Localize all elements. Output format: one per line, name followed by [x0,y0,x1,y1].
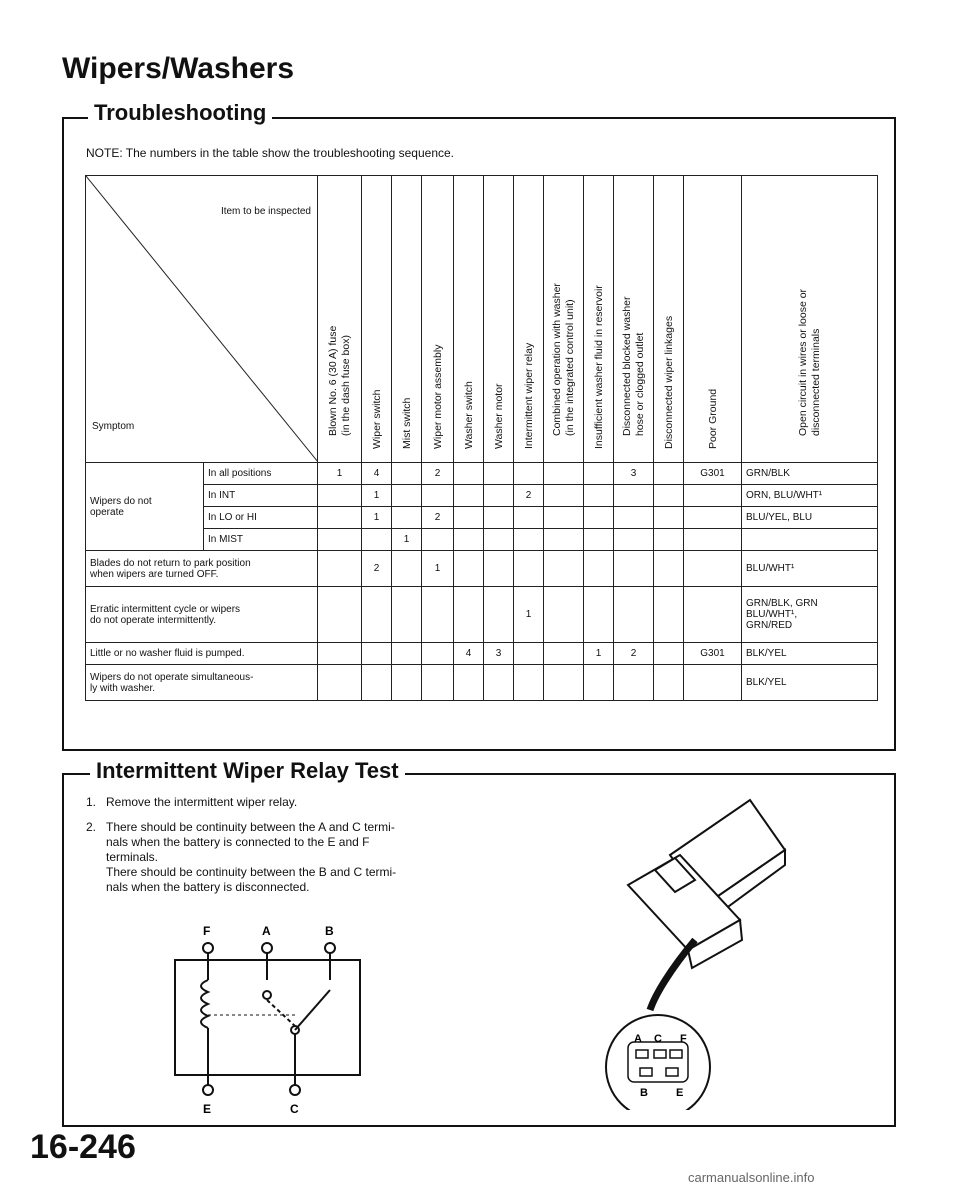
wire-color-cell [742,529,878,551]
terminal-label-c: C [290,1102,299,1116]
sequence-cell [484,507,514,529]
sequence-cell [544,507,584,529]
symptom-cell [86,551,318,587]
sequence-cell [318,587,362,643]
sequence-cell [514,529,544,551]
column-header [392,176,422,463]
sequence-cell: 4 [362,463,392,485]
step-text-line: Remove the intermittent wiper relay. [106,795,298,809]
column-header [654,176,684,463]
sequence-cell [318,665,362,701]
sequence-cell [318,643,362,665]
sequence-cell [544,665,584,701]
sequence-cell [614,507,654,529]
sequence-cell [684,529,742,551]
symptom-line: when wipers are turned OFF. [90,568,219,580]
sequence-cell [514,551,544,587]
sequence-cell [454,587,484,643]
column-header-line: Washer motor [492,383,505,449]
sequence-cell [454,665,484,701]
relay-circuit [175,943,360,1095]
sequence-cell: 3 [614,463,654,485]
troubleshooting-table [85,175,878,701]
sequence-cell: 1 [584,643,614,665]
sequence-cell [514,463,544,485]
sequence-cell [684,485,742,507]
column-header-line: Wiper motor assembly [431,344,444,449]
wire-color-line: GRN/BLK, GRN [746,598,818,609]
step-text-line: There should be continuity between the B and C termi- [106,865,397,879]
column-header [742,176,878,463]
sequence-cell [544,551,584,587]
sequence-cell: 1 [422,551,454,587]
column-header-line: hose or clogged outlet [633,332,646,436]
column-header [362,176,392,463]
sequence-cell: 1 [362,507,392,529]
sequence-cell [684,507,742,529]
connector-label-c: C [654,1033,662,1045]
sequence-cell [584,463,614,485]
terminal-label-e: E [203,1102,212,1116]
column-header [584,176,614,463]
wire-color-line: BLU/WHT¹, [746,609,798,620]
sequence-cell [684,587,742,643]
sequence-cell [392,463,422,485]
column-header-line: Disconnected blocked washer [620,296,633,436]
table-row [86,643,878,665]
table-row [86,463,878,485]
sequence-cell [514,507,544,529]
sequence-cell [614,665,654,701]
sequence-cell [392,507,422,529]
column-header [614,176,654,463]
column-header-line: Intermittent wiper relay [522,342,535,449]
symptom-cell [86,587,318,643]
sequence-cell [654,587,684,643]
watermark: carmanualsonline.info [688,1170,815,1185]
sequence-cell [392,551,422,587]
sequence-cell [614,485,654,507]
wire-drawing [650,940,695,1010]
sequence-cell [392,587,422,643]
sequence-cell [544,463,584,485]
column-header [684,176,742,463]
step-number: 1. [86,795,97,809]
symptom-cell [86,665,318,701]
wire-color-cell: BLU/YEL, BLU [742,507,878,529]
sequence-cell [362,587,392,643]
symptom-line: Blades do not return to park position [90,557,251,569]
sequence-cell [584,665,614,701]
symptom-line: operate [90,506,124,518]
connector-face-circle [606,1015,710,1110]
sequence-cell [484,463,514,485]
table-row [86,665,878,701]
sequence-cell [654,507,684,529]
sequence-cell: 2 [422,463,454,485]
column-header-line: Open circuit in wires or loose or [796,288,809,436]
symptom-cell [86,463,204,551]
sequence-cell [684,665,742,701]
column-header [484,176,514,463]
sequence-cell [318,485,362,507]
table-note: NOTE: The numbers in the table show the troubleshooting sequence. [86,146,454,160]
sub-symptom-cell: In MIST [204,529,318,551]
sequence-cell [484,587,514,643]
symptom-line: ly with washer. [90,682,156,694]
sequence-cell [654,463,684,485]
symptom-cell [86,643,318,665]
sequence-cell [614,529,654,551]
table-row [86,529,878,551]
sequence-cell [544,529,584,551]
sequence-cell: 1 [514,587,544,643]
sub-symptom-cell: In all positions [204,463,318,485]
sequence-cell: G301 [684,463,742,485]
sequence-cell [514,665,544,701]
symptom-line: Wipers do not [90,495,152,507]
wire-color-cell [742,587,878,643]
sequence-cell [484,665,514,701]
sequence-cell [422,665,454,701]
step-number: 2. [86,820,97,834]
symptom-line: Little or no washer fluid is pumped. [90,648,245,659]
symptom-line: Wipers do not operate simultaneous- [90,671,254,683]
table-row [86,507,878,529]
sub-symptom-cell: In INT [204,485,318,507]
corner-cell [86,176,318,463]
table-row [86,485,878,507]
wire-color-cell: GRN/BLK [742,463,878,485]
column-header [544,176,584,463]
troubleshooting-heading: Troubleshooting [88,100,272,126]
sequence-cell [584,529,614,551]
sequence-cell [392,485,422,507]
sequence-cell [454,463,484,485]
sequence-cell [584,587,614,643]
sequence-cell [392,665,422,701]
sequence-cell [514,643,544,665]
column-header-line: Washer switch [462,381,475,449]
column-header [422,176,454,463]
table-row [86,551,878,587]
sequence-cell [362,665,392,701]
sequence-cell [484,485,514,507]
sequence-cell: G301 [684,643,742,665]
sequence-cell [614,587,654,643]
sequence-cell [584,551,614,587]
sequence-cell [584,507,614,529]
sequence-cell [318,507,362,529]
wire-color-cell: BLK/YEL [742,665,878,701]
sequence-cell [484,529,514,551]
column-header-line: Blown No. 6 (30 A) fuse [326,325,339,436]
page-number: 16-246 [30,1128,136,1166]
column-header-line: Mist switch [400,397,413,449]
sequence-cell [454,551,484,587]
column-header-line: Wiper switch [370,389,383,449]
sequence-cell [318,551,362,587]
sequence-cell: 3 [484,643,514,665]
step-text-line: nals when the battery is disconnected. [106,880,310,894]
wire-color-cell: ORN, BLU/WHT¹ [742,485,878,507]
column-header-line: Combined operation with washer [550,283,563,436]
sequence-cell [544,643,584,665]
column-header-line: disconnected terminals [809,328,822,436]
relay-test-heading: Intermittent Wiper Relay Test [90,758,405,784]
column-header [318,176,362,463]
relay-schematic [165,920,375,1120]
sequence-cell [362,529,392,551]
sequence-cell [654,665,684,701]
sequence-cell: 2 [362,551,392,587]
sequence-cell [422,587,454,643]
column-header-line: Insufficient washer fluid in reservoir [592,285,605,449]
sequence-cell [654,529,684,551]
sequence-cell: 2 [422,507,454,529]
sequence-cell: 1 [362,485,392,507]
page-title: Wipers/Washers [62,52,295,85]
sequence-cell [422,529,454,551]
connector-label-f: F [680,1033,687,1045]
sequence-cell [362,643,392,665]
terminal-label-a: A [262,924,271,938]
step-text-line: nals when the battery is connected to the E and F [106,835,370,849]
connector-label-b: B [640,1087,648,1099]
step-text-line: terminals. [106,850,159,864]
table-header-row [86,176,878,463]
sequence-cell [454,485,484,507]
sequence-cell [392,643,422,665]
symptom-label: Symptom [92,421,135,432]
column-header [514,176,544,463]
sequence-cell [484,551,514,587]
sequence-cell [614,551,654,587]
sequence-cell [544,587,584,643]
sequence-cell [584,485,614,507]
symptom-line: do not operate intermittently. [90,614,216,626]
column-header [454,176,484,463]
relay-body-drawing [628,800,785,968]
wire-color-cell: BLK/YEL [742,643,878,665]
table-row [86,587,878,643]
sequence-cell [318,529,362,551]
sequence-cell [654,643,684,665]
sequence-cell: 2 [614,643,654,665]
sequence-cell [654,551,684,587]
sequence-cell [544,485,584,507]
symptom-line: Erratic intermittent cycle or wipers [90,603,241,615]
sequence-cell: 4 [454,643,484,665]
item-to-be-inspected-label: Item to be inspected [220,206,311,217]
sequence-cell [454,529,484,551]
column-header-line: (in the dash fuse box) [339,335,352,436]
sequence-cell [422,643,454,665]
column-header-line: Disconnected wiper linkages [662,315,675,449]
sequence-cell [422,485,454,507]
wire-color-line: GRN/RED [746,620,793,631]
relay-connector-illustration [600,780,850,1110]
wire-color-cell: BLU/WHT¹ [742,551,878,587]
sequence-cell: 1 [318,463,362,485]
sequence-cell: 2 [514,485,544,507]
terminal-label-b: B [325,924,334,938]
sequence-cell [454,507,484,529]
sequence-cell: 1 [392,529,422,551]
step-text-line: There should be continuity between the A and C termi- [106,820,395,834]
sub-symptom-cell: In LO or HI [204,507,318,529]
column-header-line: (in the integrated control unit) [563,299,576,436]
connector-label-e: E [676,1087,684,1099]
sequence-cell [654,485,684,507]
sequence-cell [684,551,742,587]
terminal-label-f: F [203,924,211,938]
connector-label-a: A [634,1033,642,1045]
column-header-line: Poor Ground [706,388,719,449]
